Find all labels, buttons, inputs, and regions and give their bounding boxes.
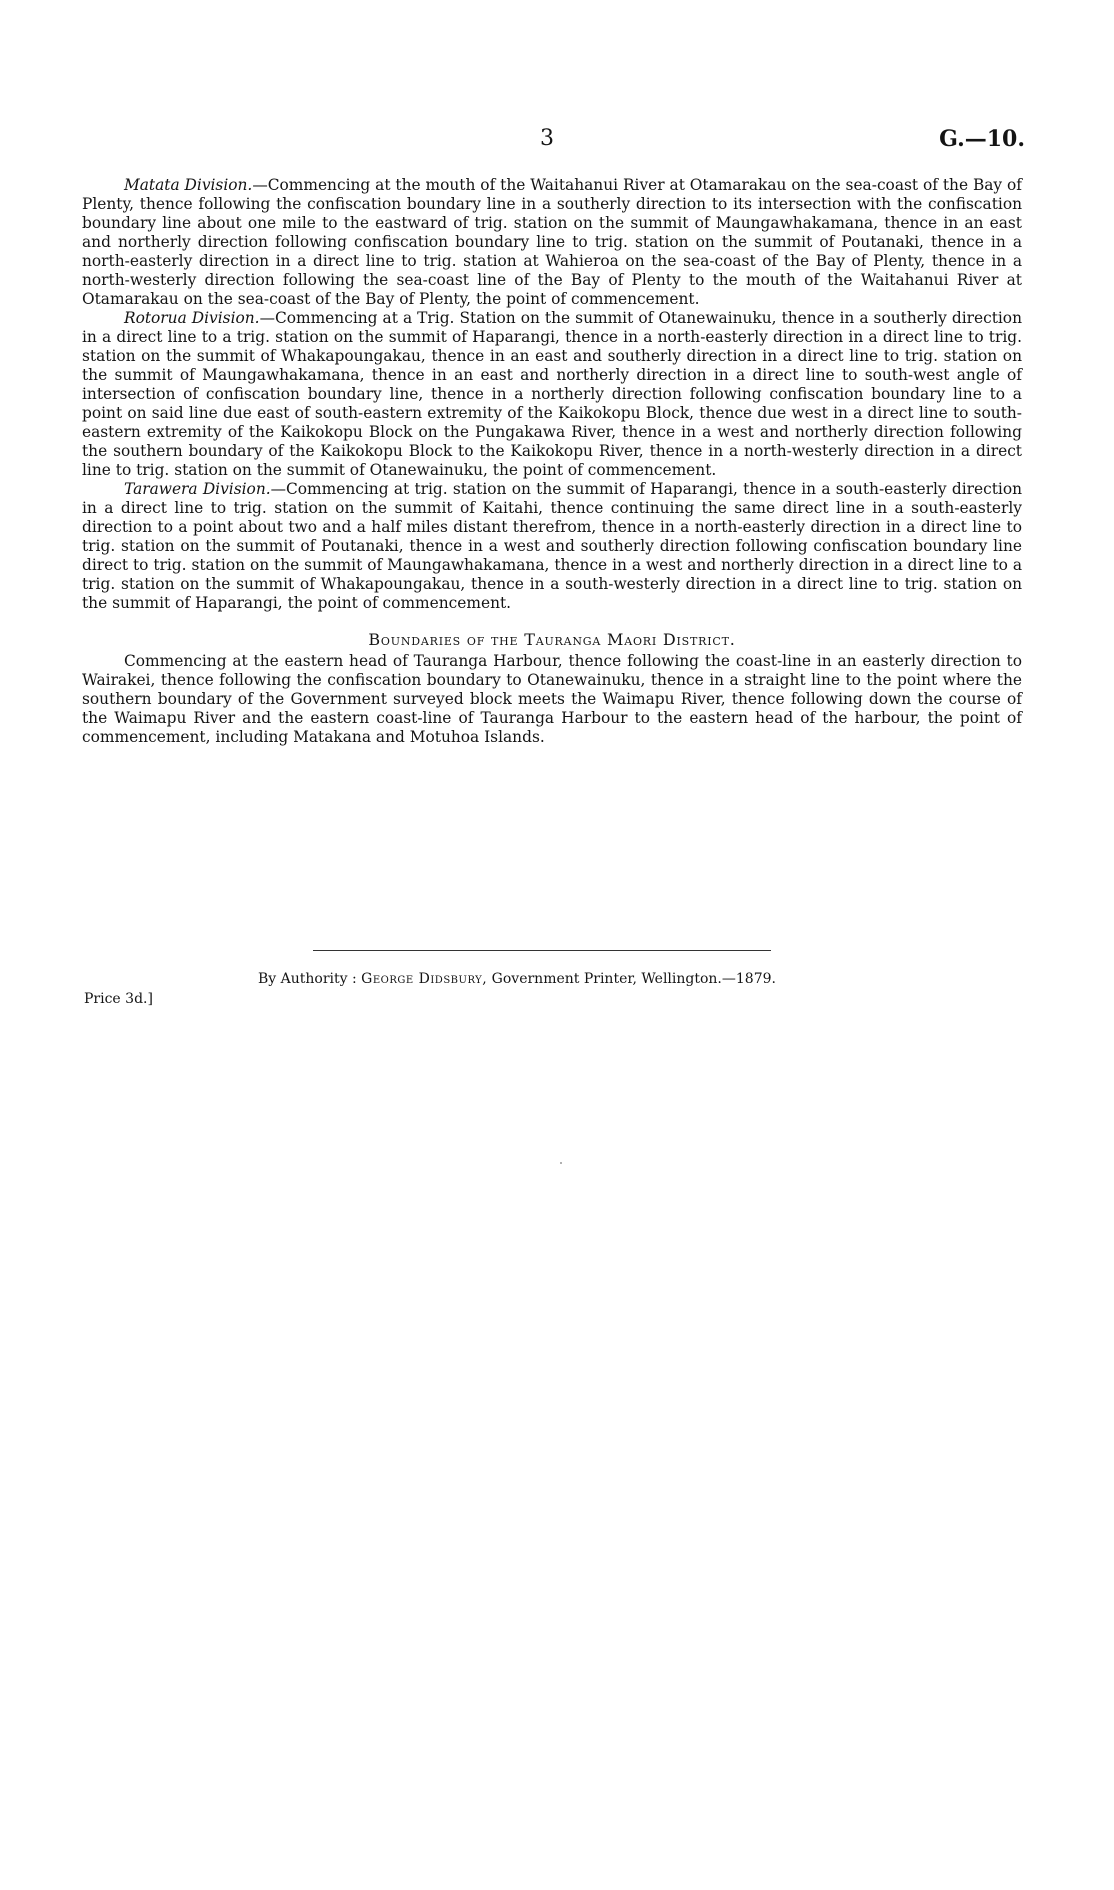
tarawera-division-paragraph [82,480,1022,613]
document-reference: G.—10. [939,126,1025,152]
imprint-prefix: By Authority : [258,971,357,987]
matata-division-title: Matata Division. [124,176,253,194]
tauranga-heading: Boundaries of the Tauranga Maori District. [368,630,736,649]
document-body [82,176,1022,747]
tauranga-paragraph: Commencing at the eastern head of Tauranga Harbour, thence following the coast-line in an easterly direction to Wairakei, thence following the confiscation boundary to Otanewainuku, thence in a straight line to the point where the southern boundary of the Government surveyed block meets the Waimapu River, thence following down the course of the Waimapu River and the eastern coast-line of Tauranga Harbour to the eastern head of the harbour, the point of commencement, including Matakana and Motuhoa Islands. [82,652,1022,746]
tarawera-division-text: —Commencing at trig. station on the summit of Haparangi, thence in a south-easterly direction in a direct line to trig. station on the summit of Kaitahi, thence continuing the same direct line in a south-easterly direction to a point about two and a half miles distant therefrom, thence in a north-easterly direction in a direct line to trig. station on the summit of Poutanaki, thence in a west and southerly direction following confiscation boundary line direct to trig. station on the summit of Maungawhakamana, thence in a west and northerly direction in a direct line to a trig. station on the summit of Whakapoungakau, thence in a south-westerly direction in a direct line to trig. station on the summit of Haparangi, the point of commencement. [82,480,1022,612]
page-header [0,126,1114,156]
footer-rule [313,950,771,951]
matata-division-paragraph [82,176,1022,309]
page-number: 3 [540,126,554,151]
matata-division-text: —Commencing at the mouth of the Waitahanui River at Otamarakau on the sea-coast of the Bay of Plenty, thence following the confiscation boundary line in a southerly direction to its intersection with the confiscation boundary line about one mile to the eastward of trig. station on the summit of Maungawhakamana, thence in an east and northerly direction following confiscation boundary line to trig. station on the summit of Poutanaki, thence in a north-easterly direction in a direct line to trig. station at Wahieroa on the sea-coast of the Bay of Plenty, thence in a north-westerly direction following the sea-coast line of the Bay of Plenty to the mouth of the Waitahanui River at Otamarakau on the sea-coast of the Bay of Plenty, the point of commencement. [82,176,1022,308]
tarawera-division-title: Tarawera Division. [124,480,271,498]
imprint-suffix: Government Printer, Wellington.—1879. [491,971,776,987]
printer-name: George Didsbury, [361,971,488,987]
price-note: Price 3d.] [84,991,153,1007]
rotorua-division-paragraph [82,309,1022,480]
rotorua-division-text: —Commencing at a Trig. Station on the summit of Otanewainuku, thence in a southerly direction in a direct line to a trig. station on the summit of Haparangi, thence in a north-easterly direction in a direct line to trig. station on the summit of Whakapoungakau, thence in an east and southerly direction in a direct line to trig. station on the summit of Maungawhakamana, thence in an east and northerly direction in a direct line to south-west angle of intersection of confiscation boundary line, thence in a northerly direction following confiscation boundary line to a point on said line due east of south-eastern extremity of the Kaikokopu Block, thence due west in a direct line to south-eastern extremity of the Kaikokopu Block on the Pungakawa River, thence in a west and northerly direction following the southern boundary of the Kaikokopu Block to the Kaikokopu River, thence in a north-westerly direction in a direct line to trig. station on the summit of Otanewainuku, the point of commencement. [82,309,1022,479]
rotorua-division-title: Rotorua Division. [124,309,260,327]
scan-speck [560,1162,562,1164]
imprint-line [258,971,776,987]
